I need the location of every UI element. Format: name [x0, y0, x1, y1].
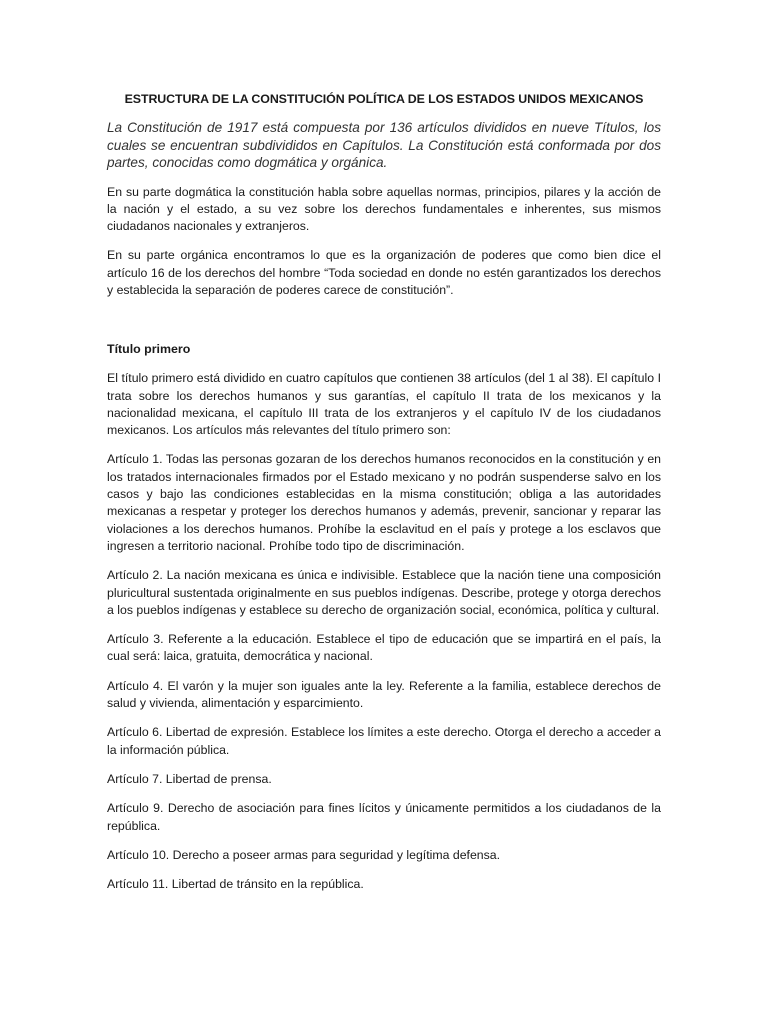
section-heading: Título primero [107, 342, 191, 357]
article-paragraph: Artículo 11. Libertad de tránsito en la república. [107, 877, 364, 892]
article-paragraph: Artículo 2. La nación mexicana es única e indivisible. Establece que la nación tiene una composición pluricultural sustentada originalmente en sus pueblos indígenas. Describe, protege y otorga derechos a los pueblos indígenas y establece su derecho de organización social, económica, política y cultural. [107, 568, 661, 617]
intro-paragraph: La Constitución de 1917 está compuesta por 136 artículos divididos en nueve Títulos, los cuales se encuentran subdivididos en Capítulos. La Constitución está conformada por dos partes, conocidas como dogmática y orgánica. [107, 120, 661, 170]
article-paragraph: Artículo 6. Libertad de expresión. Establece los límites a este derecho. Otorga el derecho a acceder a la información pública. [107, 725, 661, 757]
section-summary: El título primero está dividido en cuatro capítulos que contienen 38 artículos (del 1 al 38). El capítulo I trata sobre los derechos humanos y sus garantías, el capítulo II trata de los mexicanos y la nacionalidad mexicana, el capítulo III trata de los extranjeros y el capítulo IV de los ciudadanos mexicanos. Los artículos más relevantes del título primero son: [107, 371, 661, 438]
article-paragraph: Artículo 1. Todas las personas gozaran de los derechos humanos reconocidos en la constitución y en los tratados internacionales firmados por el Estado mexicano y no podrán suspenderse salvo en los casos y bajo las condiciones establecidas en la misma constitución; obliga a las autoridades mexicanas a respetar y proteger los derechos humanos y además, prevenir, sancionar y reparar las violaciones a los derechos humanos. Prohíbe la esclavitud en el país y protege a los esclavos que ingresen a territorio nacional. Prohíbe todo tipo de discriminación. [107, 452, 661, 553]
organic-paragraph: En su parte orgánica encontramos lo que es la organización de poderes que como bien dice el artículo 16 de los derechos del hombre “Toda sociedad en donde no estén garantizados los derechos y establecida la separación de poderes carece de constitución”. [107, 248, 661, 297]
document-page [107, 91, 661, 905]
article-paragraph: Artículo 4. El varón y la mujer son iguales ante la ley. Referente a la familia, establece derechos de salud y vivienda, alimentación y esparcimiento. [107, 678, 661, 711]
document-title: ESTRUCTURA DE LA CONSTITUCIÓN POLÍTICA DE LOS ESTADOS UNIDOS MEXICANOS [124, 92, 644, 106]
dogmatic-paragraph: En su parte dogmática la constitución habla sobre aquellas normas, principios, pilares y la acción de la nación y el estado, a su vez sobre los derechos fundamentales e inherentes, sus mismos ciudadanos nacionales y extranjeros. [107, 184, 661, 234]
article-paragraph: Artículo 7. Libertad de prensa. [107, 771, 272, 786]
article-paragraph: Artículo 9. Derecho de asociación para fines lícitos y únicamente permitidos a los ciudadanos de la república. [107, 801, 661, 833]
article-paragraph: Artículo 3. Referente a la educación. Establece el tipo de educación que se impartirá en el país, la cual será: laica, gratuita, democrática y nacional. [107, 632, 661, 664]
article-paragraph: Artículo 10. Derecho a poseer armas para seguridad y legítima defensa. [107, 847, 501, 862]
